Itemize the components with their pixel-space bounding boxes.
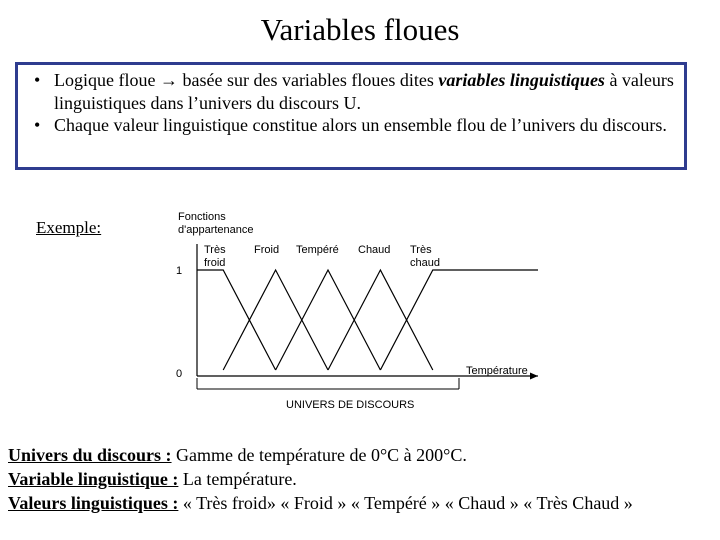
variable-value: La température. — [178, 469, 297, 489]
universe-label: UNIVERS DE DISCOURS — [286, 399, 415, 411]
membership-line-1 — [197, 270, 276, 370]
membership-series-group — [197, 270, 538, 370]
example-label: Exemple: — [36, 218, 102, 237]
universe-value: Gamme de température de 0°C à 200°C. — [171, 445, 467, 465]
bullet1-text-c: à valeurs linguistiques dans l’univers du discours U. — [54, 70, 674, 113]
summary-block — [8, 443, 633, 515]
bullet1-text-b: basée sur des variables floues dites — [177, 70, 439, 90]
bullet-dot-icon: • — [34, 70, 41, 90]
set-labels-group — [204, 244, 440, 269]
membership-line-3 — [276, 270, 381, 370]
x-axis-arrow-icon — [530, 373, 538, 380]
summary-universe-line — [8, 443, 633, 467]
y-axis-title-line1: Fonctions — [178, 211, 226, 223]
linguistic-variables-term: variables linguistiques — [438, 70, 605, 90]
membership-line-4 — [328, 270, 433, 370]
set-label-4: Chaud — [358, 244, 391, 256]
set-label-1-line2: froid — [204, 257, 226, 269]
summary-variable-line — [8, 467, 633, 491]
bullet-dot-icon: • — [34, 115, 41, 135]
x-axis-label: Température — [466, 365, 528, 377]
universe-term: Univers du discours : — [8, 445, 172, 465]
membership-line-2 — [223, 270, 328, 370]
variable-term: Variable linguistique : — [8, 469, 179, 489]
y-tick-zero: 0 — [176, 368, 183, 380]
set-label-1: Très — [204, 244, 226, 256]
set-label-3: Tempéré — [296, 244, 339, 256]
y-tick-one: 1 — [176, 265, 183, 277]
set-label-2: Froid — [254, 244, 280, 256]
values-value: « Très froid» « Froid » « Tempéré » « Chaud » « Très Chaud » — [178, 493, 633, 513]
set-label-5-line2: chaud — [410, 257, 440, 269]
bullet2-text: Chaque valeur linguistique constitue alors un ensemble flou de l’univers du discours. — [54, 115, 667, 135]
arrow-right-icon: → — [159, 70, 178, 90]
bullet1-text-a: Logique floue — [54, 70, 160, 90]
slide-title: Variables floues — [260, 12, 460, 47]
membership-line-5 — [380, 270, 538, 370]
y-axis-title-line2: d'appartenance — [178, 224, 254, 236]
summary-values-line — [8, 491, 633, 515]
values-term: Valeurs linguistiques : — [8, 493, 179, 513]
set-label-5: Très — [410, 244, 432, 256]
